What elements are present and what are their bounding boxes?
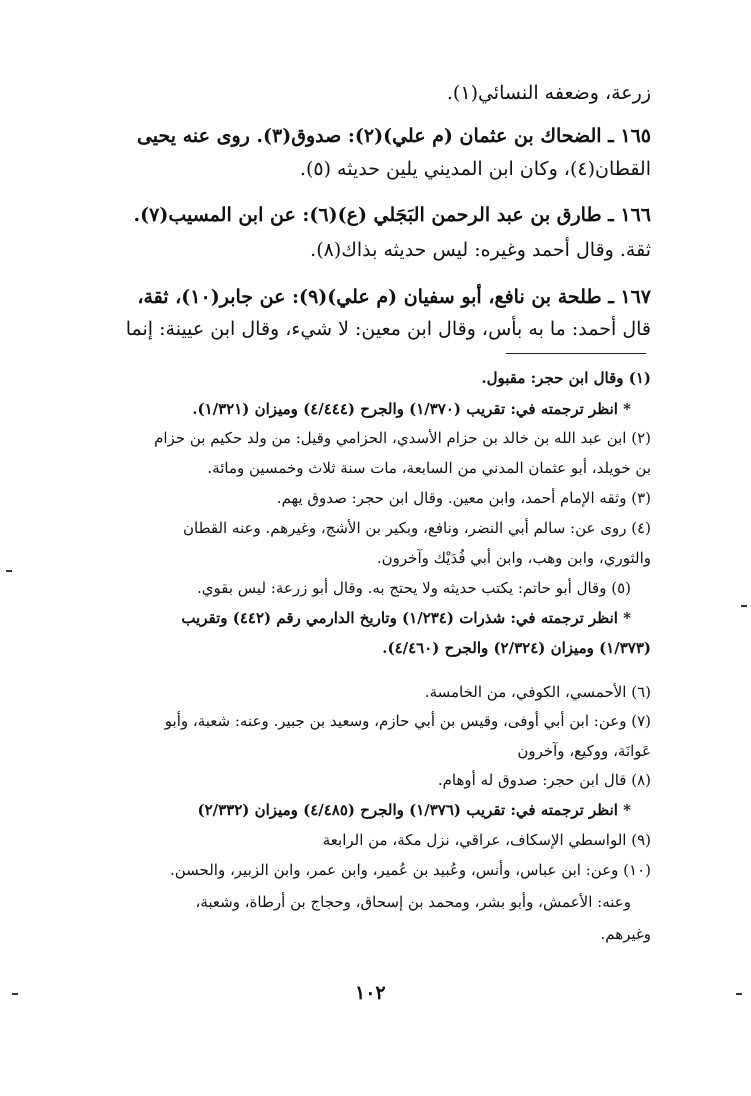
scan-mark <box>736 993 742 995</box>
footnote-8: (٨) قال ابن حجر: صدوق له أوهام. <box>437 771 651 789</box>
entry-166-line-1: ١٦٦ ـ طارق بن عبد الرحمن البَجَلي (ع)(٦): عن ابن المسيب(٧). <box>133 204 651 226</box>
footnote-7-line-1: (٧) وعن: ابن أبي أوفى، وقيس بن أبي حازم، وسعيد بن جبير. وعنه: شعبة، وأبو <box>164 712 651 730</box>
page-number: ١٠٢ <box>355 982 386 1004</box>
main-line-1: زرعة، وضعفه النسائي(١). <box>446 82 651 104</box>
scan-mark <box>12 993 18 995</box>
entry-167-line-1: ١٦٧ ـ طلحة بن نافع، أبو سفيان (م علي)(٩): عن جابر(١٠)، ثقة، <box>137 286 651 308</box>
entry-167-line-2: قال أحمد: ما به بأس، وقال ابن معين: لا شيء، وقال ابن عيينة: إنما <box>125 318 651 340</box>
footnote-8-ref: * انظر ترجمته في: تقريب (١/٣٧٦) والجرح (٤/٤٨٥) وميزان (٢/٣٣٢) <box>197 801 631 819</box>
scan-mark <box>741 605 747 607</box>
footnote-3: (٣) وثقه الإمام أحمد، وابن معين. وقال ابن حجر: صدوق يهم. <box>276 489 651 507</box>
footnote-4-line-2: والثوري، وابن وهب، وابن أبي فُدَيْك وآخرون. <box>376 549 651 567</box>
footnote-1: (١) وقال ابن حجر: مقبول. <box>481 369 651 387</box>
footnote-5: (٥) وقال أبو حاتم: يكتب حديثه ولا يحتج به. وقال أبو زرعة: ليس بقوي. <box>197 579 631 597</box>
footnote-2-line-2: بن خويلد، أبو عثمان المدني من السابعة، مات سنة ثلاث وخمسين ومائة. <box>207 459 651 477</box>
footnote-6: (٦) الأحمسي، الكوفي، من الخامسة. <box>424 683 651 701</box>
footnote-10-line-2: وعنه: الأعمش، وأبو بشر، ومحمد بن إسحاق، وحجاج بن أرطاة، وشعبة، <box>195 893 631 911</box>
footnote-separator <box>506 353 646 354</box>
footnote-7-line-2: عَوانَة، ووكيع، وآخرون <box>517 742 651 760</box>
footnote-5-ref-line-1: * انظر ترجمته في: شذرات (١/٢٣٤) وتاريخ الدارمي رقم (٤٤٢) وتقريب <box>181 609 631 627</box>
scan-mark <box>6 570 12 572</box>
footnote-4-line-1: (٤) روى عن: سالم أبي النضر، ونافع، وبكير بن الأشج، وغيرهم. وعنه القطان <box>183 519 651 537</box>
footnote-2-line-1: (٢) ابن عبد الله بن خالد بن حزام الأسدي، الحزامي وقيل: من ولد حكيم بن حزام <box>154 429 651 447</box>
footnote-10-line-3: وغيرهم. <box>600 925 651 943</box>
footnote-5-ref-line-2: (١/٣٧٣) وميزان (٢/٣٢٤) والجرح (٤/٤٦٠). <box>382 639 651 657</box>
entry-165-line-1: ١٦٥ ـ الضحاك بن عثمان (م علي)(٢): صدوق(٣). روى عنه يحيى <box>136 125 651 147</box>
entry-165-line-2: القطان(٤)، وكان ابن المديني يلين حديثه (٥). <box>299 158 651 180</box>
entry-166-line-2: ثقة. وقال أحمد وغيره: ليس حديثه بذاك(٨). <box>310 239 651 261</box>
footnote-10-line-1: (١٠) وعن: ابن عباس، وأنس، وعُبيد بن عُمير، وابن عمر، وابن الزبير، والحسن. <box>169 861 651 879</box>
footnote-9: (٩) الواسطي الإسكاف، عراقي، نزل مكة، من الرابعة <box>322 831 651 849</box>
footnote-1-ref: * انظر ترجمته في: تقريب (١/٣٧٠) والجرح (٤/٤٤٤) وميزان (١/٣٢١). <box>192 400 631 418</box>
